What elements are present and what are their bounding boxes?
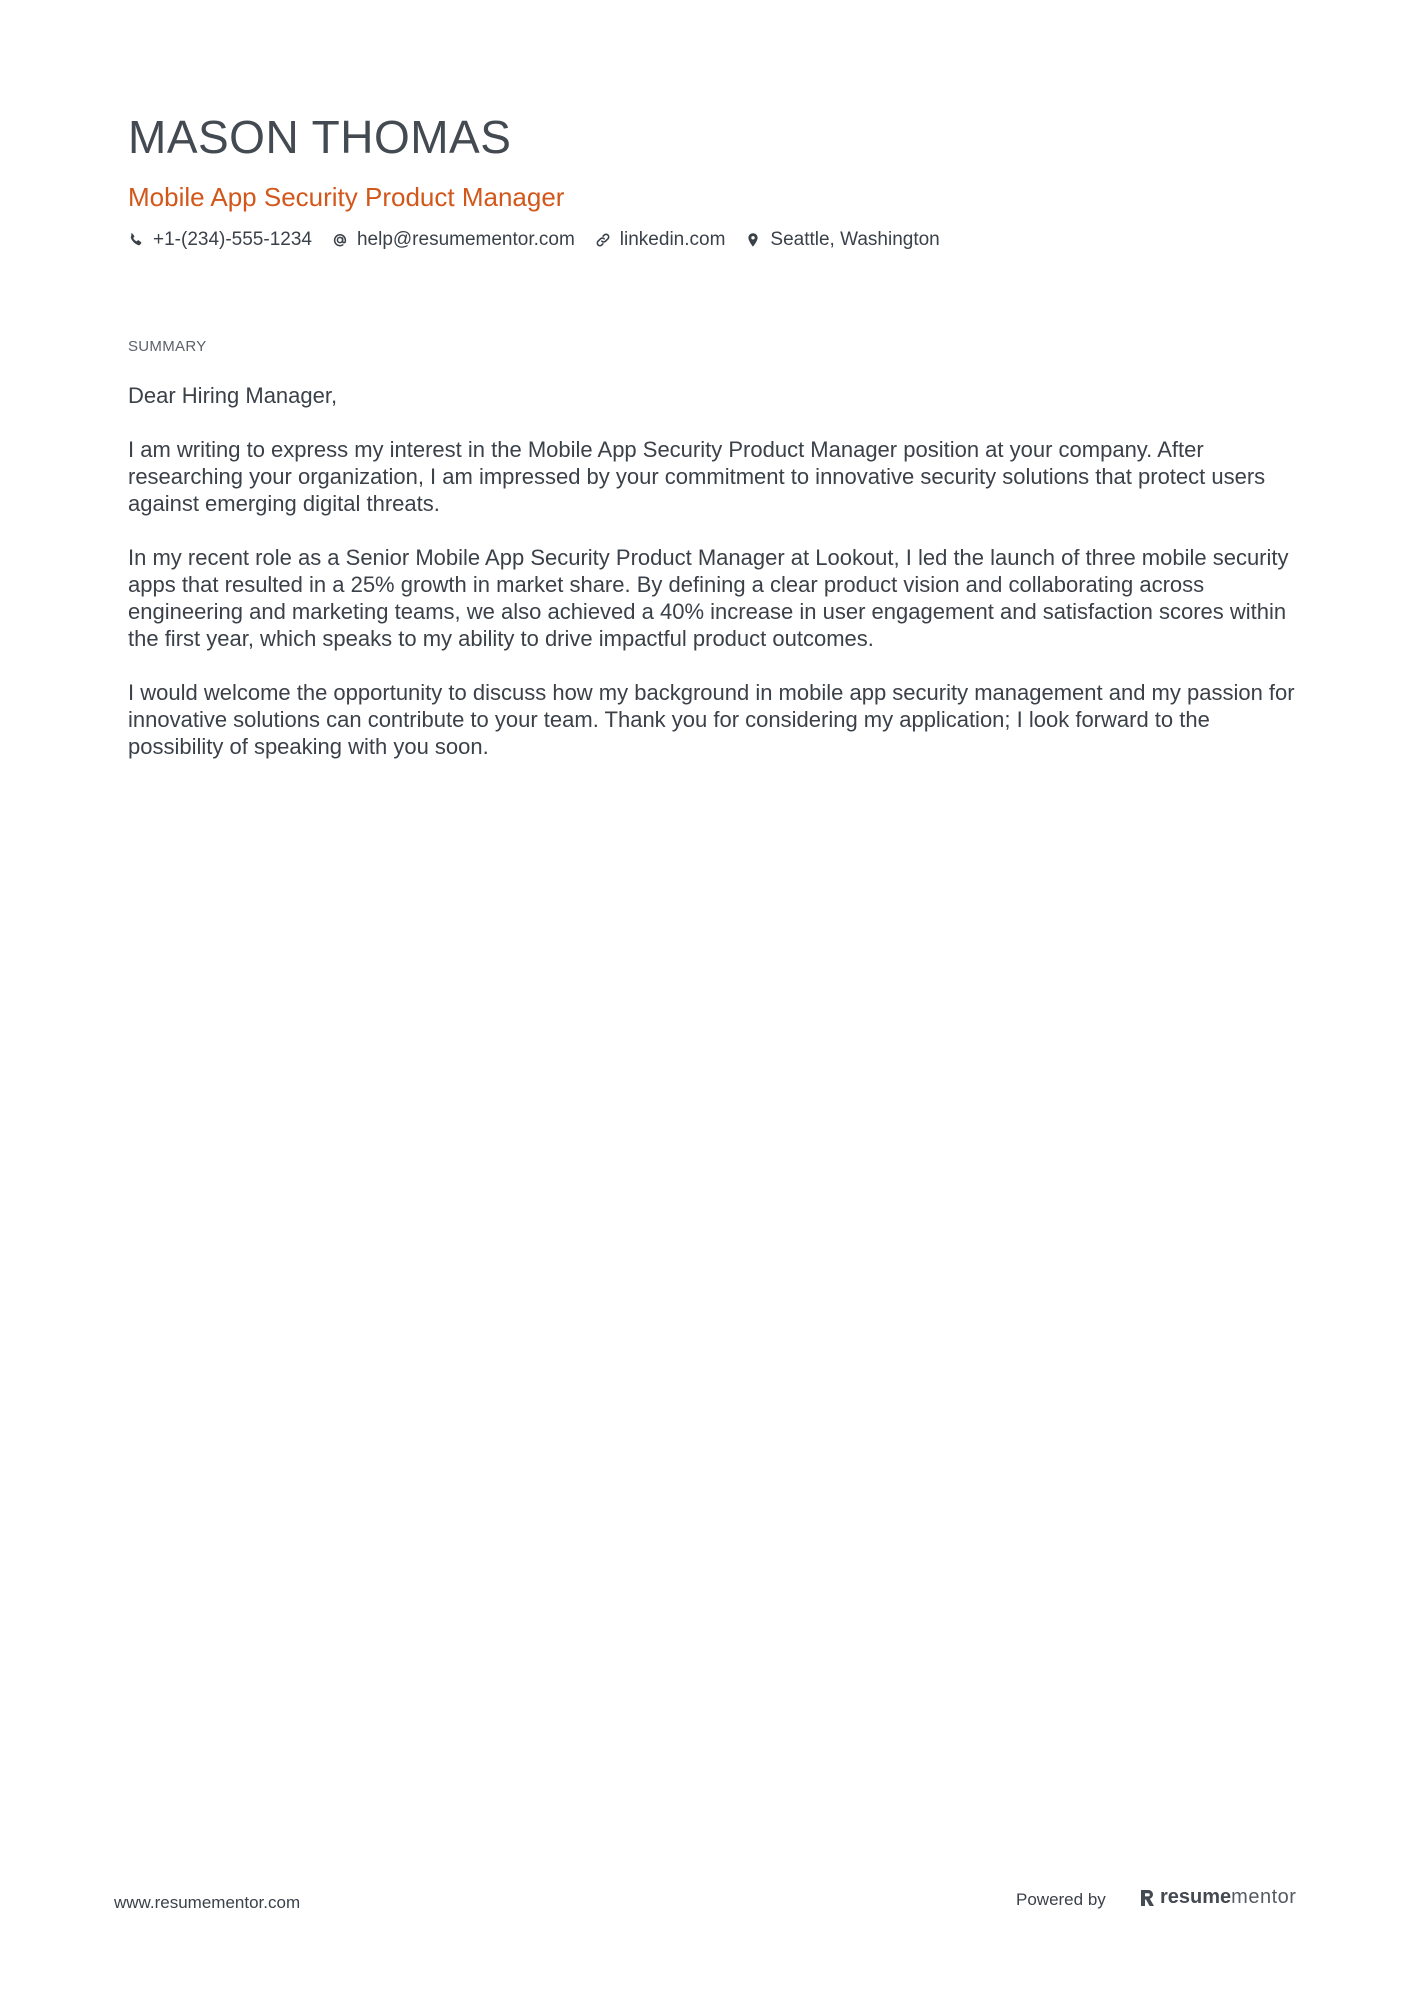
website-text: linkedin.com xyxy=(619,229,726,250)
phone-icon xyxy=(128,232,144,248)
powered-by-label: Powered by xyxy=(1016,1890,1106,1909)
brand-name-bold: resume xyxy=(1160,1886,1232,1908)
paragraph-3: I would welcome the opportunity to discuss how my background in mobile app security management and my passion for innovative solutions can contribute to your team. Thank you for considering my application; I look forward to the possibility of speaking with you soon. xyxy=(128,680,1295,759)
candidate-name: MASON THOMAS xyxy=(128,111,512,163)
contact-website xyxy=(595,227,726,253)
contact-phone xyxy=(128,227,312,253)
contact-location xyxy=(745,227,939,253)
summary-heading: SUMMARY xyxy=(128,338,207,355)
brand-logo[interactable] xyxy=(1138,1886,1296,1909)
footer-website-link[interactable]: www.resumementor.com xyxy=(114,1893,301,1912)
resumementor-logo-icon xyxy=(1138,1888,1156,1908)
paragraph-1: I am writing to express my interest in the Mobile App Security Product Manager position at your company. After researching your organization, I am impressed by your commitment to innovative security solutions that protect users against emerging digital threats. xyxy=(128,437,1266,516)
brand-name-light: mentor xyxy=(1231,1886,1297,1908)
greeting: Dear Hiring Manager, xyxy=(128,383,338,408)
contact-email xyxy=(332,227,575,253)
at-icon xyxy=(332,232,348,248)
contact-bar xyxy=(128,227,960,253)
letter-body xyxy=(128,382,1298,787)
paragraph-2: In my recent role as a Senior Mobile App Security Product Manager at Lookout, I led the launch of three mobile security apps that resulted in a 25% growth in market share. By defining a clear product vision and collaborating across engineering and marketing teams, we also achieved a 40% increase in user engagement and satisfaction scores within the first year, which speaks to my ability to drive impactful product outcomes. xyxy=(128,545,1289,651)
location-pin-icon xyxy=(745,232,761,248)
phone-text: +1-(234)-555-1234 xyxy=(153,229,312,250)
email-text: help@resumementor.com xyxy=(356,229,575,250)
job-title: Mobile App Security Product Manager xyxy=(128,182,565,212)
location-text: Seattle, Washington xyxy=(770,229,940,250)
link-icon xyxy=(595,232,611,248)
